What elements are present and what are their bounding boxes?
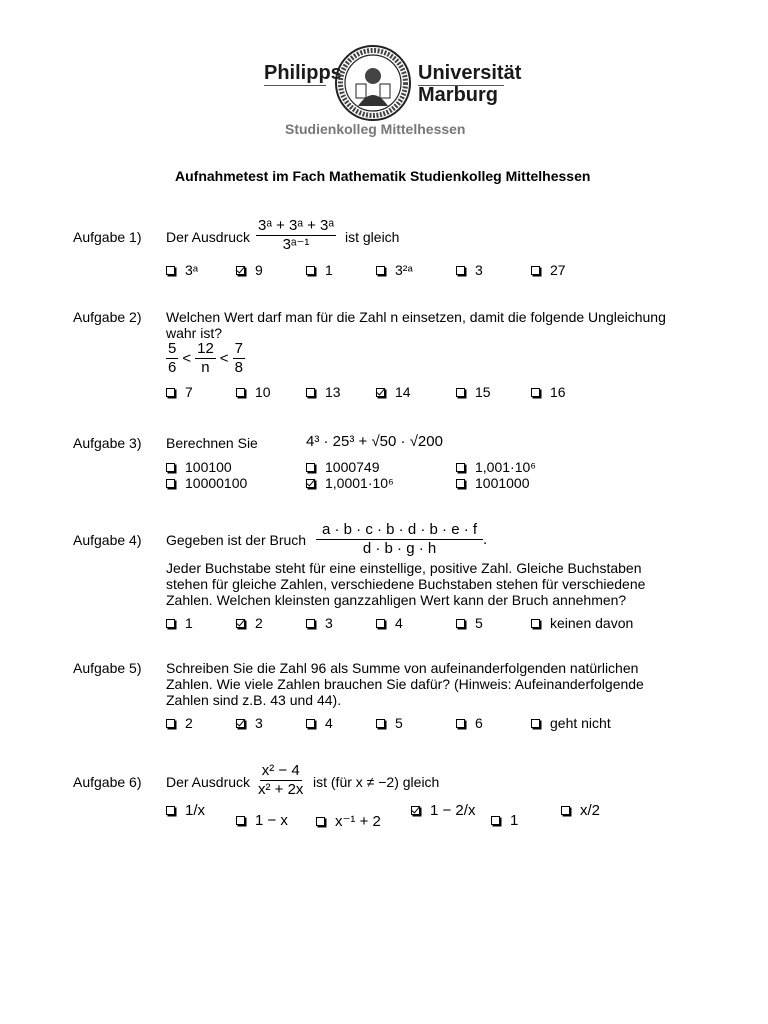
task-3-option-6[interactable]: 1001000 bbox=[456, 475, 530, 491]
checkbox-icon[interactable] bbox=[456, 619, 465, 628]
task-4-intro: Gegeben ist der Bruch bbox=[166, 532, 307, 548]
checkbox-icon[interactable] bbox=[306, 266, 315, 275]
checkbox-icon[interactable] bbox=[376, 266, 385, 275]
checked-checkbox-icon[interactable] bbox=[411, 806, 420, 815]
checkbox-icon[interactable] bbox=[561, 806, 570, 815]
task-1-option-1[interactable]: 3ᵃ bbox=[166, 262, 198, 278]
task-1-expression bbox=[256, 217, 336, 254]
task-3-expression: 4³ · 25³ + √50 · √200 bbox=[306, 433, 443, 450]
checkbox-icon[interactable] bbox=[456, 266, 465, 275]
task-6-numerator: x² − 4 bbox=[261, 762, 300, 779]
checked-checkbox-icon[interactable] bbox=[236, 619, 245, 628]
task-2-option-2[interactable]: 10 bbox=[236, 384, 271, 400]
task-6-expression bbox=[256, 762, 305, 799]
checkbox-icon[interactable] bbox=[531, 719, 540, 728]
header-rule-left bbox=[264, 85, 326, 86]
task-5-option-5[interactable]: 6 bbox=[456, 715, 483, 731]
task-6-label: Aufgabe 6) bbox=[73, 774, 142, 790]
task-2-question: Welchen Wert darf man für die Zahl n einsetzen, damit die folgende Ungleichung wahr ist? bbox=[166, 309, 666, 341]
task-6-after: ist (für x ≠ −2) gleich bbox=[313, 774, 440, 790]
checkbox-icon[interactable] bbox=[376, 719, 385, 728]
checkbox-icon[interactable] bbox=[376, 619, 385, 628]
task-6-intro: Der Ausdruck bbox=[166, 774, 251, 790]
task-2-option-3[interactable]: 13 bbox=[306, 384, 341, 400]
checkbox-icon[interactable] bbox=[531, 619, 540, 628]
task-1-option-6[interactable]: 27 bbox=[531, 262, 566, 278]
task-6-option-1[interactable]: 1/x bbox=[166, 802, 205, 819]
task-4-label: Aufgabe 4) bbox=[73, 532, 142, 548]
task-3-intro: Berechnen Sie bbox=[166, 435, 258, 451]
task-5-option-3[interactable]: 4 bbox=[306, 715, 333, 731]
task-1-option-3[interactable]: 1 bbox=[306, 262, 333, 278]
task-6-denominator: x² + 2x bbox=[258, 781, 304, 798]
task-1-label: Aufgabe 1) bbox=[73, 229, 142, 245]
task-5-label: Aufgabe 5) bbox=[73, 660, 142, 676]
task-1-after: ist gleich bbox=[345, 229, 400, 245]
checkbox-icon[interactable] bbox=[316, 817, 325, 826]
task-2-label: Aufgabe 2) bbox=[73, 309, 142, 325]
checked-checkbox-icon[interactable] bbox=[236, 266, 245, 275]
task-4-option-2[interactable]: 2 bbox=[236, 615, 263, 631]
checkbox-icon[interactable] bbox=[166, 388, 175, 397]
checkbox-icon[interactable] bbox=[491, 816, 500, 825]
task-5-option-1[interactable]: 2 bbox=[166, 715, 193, 731]
checkbox-icon[interactable] bbox=[166, 619, 175, 628]
checkbox-icon[interactable] bbox=[306, 463, 315, 472]
task-3-label: Aufgabe 3) bbox=[73, 435, 142, 451]
checkbox-icon[interactable] bbox=[306, 619, 315, 628]
task-5-question: Schreiben Sie die Zahl 96 als Summe von aufeinanderfolgenden natürlichen Zahlen. Wie viele Zahlen brauchen Sie dafür? (Hinweis: Aufeinanderfolgende Zahlen sind z.B. 43 und 44). bbox=[166, 660, 644, 708]
task-6-option-4[interactable]: 1 − 2/x bbox=[411, 802, 475, 819]
task-3-option-2[interactable]: 1000749 bbox=[306, 459, 380, 475]
task-2-option-5[interactable]: 15 bbox=[456, 384, 491, 400]
task-4-option-5[interactable]: 5 bbox=[456, 615, 483, 631]
task-3-option-4[interactable]: 10000100 bbox=[166, 475, 247, 491]
task-1-option-4[interactable]: 3²ᵃ bbox=[376, 262, 413, 278]
checkbox-icon[interactable] bbox=[456, 463, 465, 472]
college-name: Studienkolleg Mittelhessen bbox=[285, 121, 466, 137]
checkbox-icon[interactable] bbox=[236, 388, 245, 397]
university-name-left: Philipps bbox=[264, 62, 342, 84]
checkbox-icon[interactable] bbox=[531, 388, 540, 397]
checkbox-icon[interactable] bbox=[166, 806, 175, 815]
task-2-inequality: $\frac{5}{6}$ < $\frac{12}{n}$ < $\frac{7}{8}$ bbox=[168, 340, 243, 376]
task-4-option-4[interactable]: 4 bbox=[376, 615, 403, 631]
task-1-intro: Der Ausdruck bbox=[166, 229, 251, 245]
task-1-denominator: 3ᵃ⁻¹ bbox=[282, 236, 310, 253]
task-5-option-6[interactable]: geht nicht bbox=[531, 715, 611, 731]
page-title: Aufnahmetest im Fach Mathematik Studienkolleg Mittelhessen bbox=[175, 168, 591, 184]
task-4-option-6[interactable]: keinen davon bbox=[531, 615, 633, 631]
task-5-option-4[interactable]: 5 bbox=[376, 715, 403, 731]
task-6-option-3[interactable]: x⁻¹ + 2 bbox=[316, 812, 381, 830]
checkbox-icon[interactable] bbox=[456, 388, 465, 397]
checkbox-icon[interactable] bbox=[306, 719, 315, 728]
task-4-option-1[interactable]: 1 bbox=[166, 615, 193, 631]
task-6-option-5[interactable]: 1 bbox=[491, 812, 518, 829]
checkbox-icon[interactable] bbox=[456, 479, 465, 488]
university-seal-logo bbox=[334, 44, 412, 122]
task-4-numerator: a · b · c · b · d · b · e · f bbox=[316, 521, 483, 540]
task-4-denominator: d · b · g · h bbox=[362, 540, 437, 557]
task-4-description: Jeder Buchstabe steht für eine einstellige, positive Zahl. Gleiche Buchstaben stehen für gleiche Zahlen, verschiedene Buchstaben stehen für verschiedene Zahlen. Welchen kleinsten ganzzahligen Wert kann der Bruch annehmen? bbox=[166, 560, 646, 608]
task-3-option-3[interactable]: 1,001·10⁶ bbox=[456, 459, 536, 475]
task-1-numerator: 3ᵃ + 3ᵃ + 3ᵃ bbox=[258, 217, 334, 234]
task-2-option-1[interactable]: 7 bbox=[166, 384, 193, 400]
task-3-option-5[interactable]: 1,0001·10⁶ bbox=[306, 475, 394, 491]
checkbox-icon[interactable] bbox=[236, 816, 245, 825]
university-name-right-1: Universität bbox=[418, 62, 522, 84]
checked-checkbox-icon[interactable] bbox=[376, 388, 385, 397]
checkbox-icon[interactable] bbox=[531, 266, 540, 275]
checkbox-icon[interactable] bbox=[306, 388, 315, 397]
task-6-option-6[interactable]: x/2 bbox=[561, 802, 600, 819]
checkbox-icon[interactable] bbox=[166, 479, 175, 488]
checkbox-icon[interactable] bbox=[166, 719, 175, 728]
checked-checkbox-icon[interactable] bbox=[306, 479, 315, 488]
university-name-right-2: Marburg bbox=[418, 84, 498, 106]
checkbox-icon[interactable] bbox=[456, 719, 465, 728]
checked-checkbox-icon[interactable] bbox=[236, 719, 245, 728]
task-1-option-5[interactable]: 3 bbox=[456, 262, 483, 278]
task-4-option-3[interactable]: 3 bbox=[306, 615, 333, 631]
checkbox-icon[interactable] bbox=[166, 463, 175, 472]
task-2-option-4[interactable]: 14 bbox=[376, 384, 411, 400]
checkbox-icon[interactable] bbox=[166, 266, 175, 275]
task-2-option-6[interactable]: 16 bbox=[531, 384, 566, 400]
task-6-option-2[interactable]: 1 − x bbox=[236, 812, 288, 829]
task-4-expression: $\frac{a \cdot b \cdot c \cdot b \cdot d \cdot b \cdot e \cdot f}{d \cdot b \cdot g \cdot h}$ . bbox=[316, 521, 487, 558]
task-1-option-2[interactable]: 9 bbox=[236, 262, 263, 278]
task-5-option-2[interactable]: 3 bbox=[236, 715, 263, 731]
task-3-option-1[interactable]: 100100 bbox=[166, 459, 232, 475]
